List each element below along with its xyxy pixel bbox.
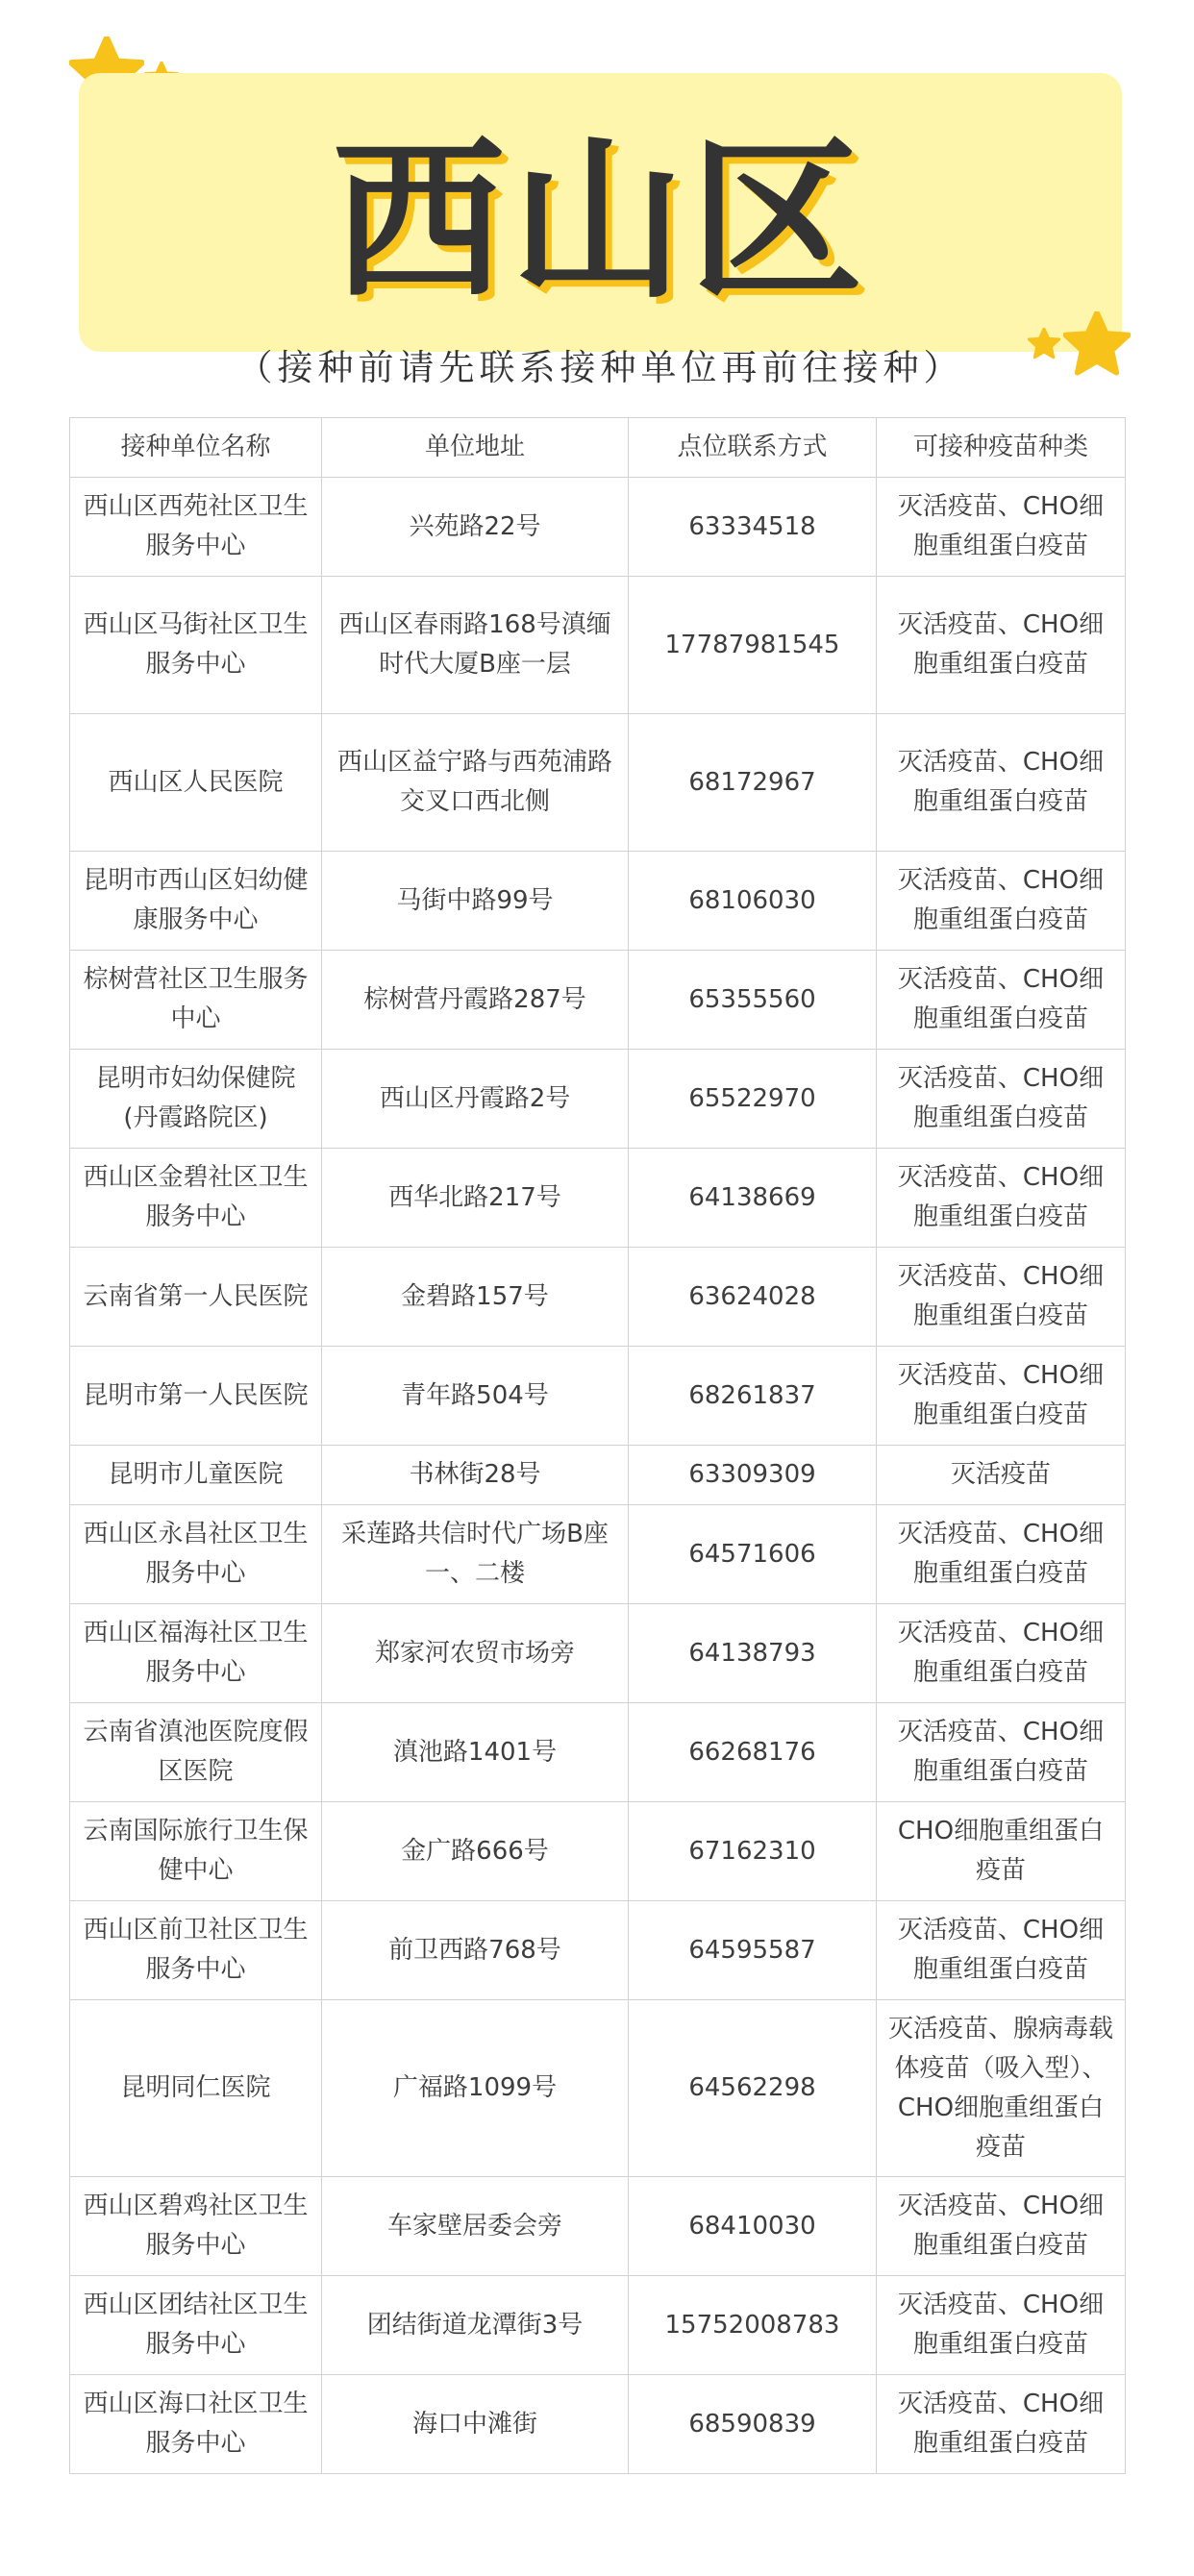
table-row <box>70 1505 1126 1604</box>
cell-site-name: 西山区团结社区卫生服务中心 <box>70 2276 322 2375</box>
cell-vaccine-types: 灭活疫苗、CHO细胞重组蛋白疫苗 <box>877 1149 1126 1248</box>
cell-address: 棕树营丹霞路287号 <box>322 951 629 1050</box>
column-header-address: 单位地址 <box>322 418 629 478</box>
cell-site-name: 西山区马街社区卫生服务中心 <box>70 577 322 714</box>
cell-vaccine-types: 灭活疫苗、CHO细胞重组蛋白疫苗 <box>877 2375 1126 2474</box>
cell-vaccine-types: 灭活疫苗、CHO细胞重组蛋白疫苗 <box>877 1505 1126 1604</box>
cell-address: 广福路1099号 <box>322 2000 629 2177</box>
cell-site-name: 昆明市妇幼保健院 (丹霞路院区) <box>70 1050 322 1149</box>
table-row <box>70 714 1126 852</box>
cell-site-name: 西山区永昌社区卫生服务中心 <box>70 1505 322 1604</box>
cell-phone: 66268176 <box>629 1703 877 1802</box>
cell-vaccine-types: 灭活疫苗、CHO细胞重组蛋白疫苗 <box>877 478 1126 577</box>
table-row <box>70 951 1126 1050</box>
cell-vaccine-types: 灭活疫苗、CHO细胞重组蛋白疫苗 <box>877 714 1126 852</box>
cell-address: 车家壁居委会旁 <box>322 2177 629 2276</box>
cell-phone: 63309309 <box>629 1446 877 1505</box>
cell-site-name: 西山区福海社区卫生服务中心 <box>70 1604 322 1703</box>
cell-site-name: 西山区西苑社区卫生服务中心 <box>70 478 322 577</box>
star-icon-bottom-right-small <box>1028 328 1060 360</box>
cell-address: 郑家河农贸市场旁 <box>322 1604 629 1703</box>
table-row <box>70 1703 1126 1802</box>
cell-vaccine-types: 灭活疫苗、CHO细胞重组蛋白疫苗 <box>877 1050 1126 1149</box>
cell-vaccine-types: 灭活疫苗、CHO细胞重组蛋白疫苗 <box>877 2177 1126 2276</box>
cell-phone: 64138793 <box>629 1604 877 1703</box>
table-row <box>70 2000 1126 2177</box>
cell-vaccine-types: 灭活疫苗、CHO细胞重组蛋白疫苗 <box>877 2276 1126 2375</box>
cell-site-name: 昆明同仁医院 <box>70 2000 322 2177</box>
cell-address: 马街中路99号 <box>322 852 629 951</box>
cell-site-name: 棕树营社区卫生服务中心 <box>70 951 322 1050</box>
cell-vaccine-types: 灭活疫苗、CHO细胞重组蛋白疫苗 <box>877 1604 1126 1703</box>
table-row <box>70 577 1126 714</box>
cell-site-name: 西山区金碧社区卫生服务中心 <box>70 1149 322 1248</box>
cell-site-name: 西山区人民医院 <box>70 714 322 852</box>
cell-phone: 15752008783 <box>629 2276 877 2375</box>
cell-site-name: 昆明市第一人民医院 <box>70 1347 322 1446</box>
cell-site-name: 云南国际旅行卫生保健中心 <box>70 1802 322 1901</box>
cell-phone: 17787981545 <box>629 577 877 714</box>
cell-site-name: 西山区前卫社区卫生服务中心 <box>70 1901 322 2000</box>
cell-address: 团结街道龙潭街3号 <box>322 2276 629 2375</box>
cell-vaccine-types: 灭活疫苗、CHO细胞重组蛋白疫苗 <box>877 1901 1126 2000</box>
cell-site-name: 西山区碧鸡社区卫生服务中心 <box>70 2177 322 2276</box>
cell-vaccine-types: 灭活疫苗 <box>877 1446 1126 1505</box>
cell-address: 西华北路217号 <box>322 1149 629 1248</box>
cell-phone: 68590839 <box>629 2375 877 2474</box>
star-icon-bottom-right-large <box>1063 311 1131 379</box>
cell-address: 兴苑路22号 <box>322 478 629 577</box>
cell-vaccine-types: 灭活疫苗、CHO细胞重组蛋白疫苗 <box>877 852 1126 951</box>
cell-phone: 65522970 <box>629 1050 877 1149</box>
table-row <box>70 1604 1126 1703</box>
column-header-vaccine-types: 可接种疫苗种类 <box>877 418 1126 478</box>
table-row <box>70 1802 1126 1901</box>
table-row <box>70 2375 1126 2474</box>
cell-address: 海口中滩街 <box>322 2375 629 2474</box>
page-subtitle: （接种前请先联系接种单位再前往接种） <box>236 347 964 388</box>
cell-phone: 64138669 <box>629 1149 877 1248</box>
table-row <box>70 1347 1126 1446</box>
column-header-phone: 点位联系方式 <box>629 418 877 478</box>
cell-phone: 68261837 <box>629 1347 877 1446</box>
cell-phone: 63334518 <box>629 478 877 577</box>
cell-site-name: 云南省滇池医院度假区医院 <box>70 1703 322 1802</box>
cell-address: 西山区春雨路168号滇缅时代大厦B座一层 <box>322 577 629 714</box>
cell-phone: 67162310 <box>629 1802 877 1901</box>
cell-phone: 64571606 <box>629 1505 877 1604</box>
table-row <box>70 852 1126 951</box>
cell-vaccine-types: 灭活疫苗、CHO细胞重组蛋白疫苗 <box>877 1248 1126 1347</box>
cell-address: 采莲路共信时代广场B座一、二楼 <box>322 1505 629 1604</box>
cell-phone: 64595587 <box>629 1901 877 2000</box>
table-row <box>70 1050 1126 1149</box>
cell-phone: 65355560 <box>629 951 877 1050</box>
cell-vaccine-types: 灭活疫苗、腺病毒载体疫苗（吸入型）、CHO细胞重组蛋白疫苗 <box>877 2000 1126 2177</box>
page-title: 西山区 <box>332 121 869 322</box>
cell-vaccine-types: 灭活疫苗、CHO细胞重组蛋白疫苗 <box>877 1703 1126 1802</box>
cell-address: 金广路666号 <box>322 1802 629 1901</box>
cell-phone: 64562298 <box>629 2000 877 2177</box>
cell-vaccine-types: 灭活疫苗、CHO细胞重组蛋白疫苗 <box>877 951 1126 1050</box>
table-row <box>70 478 1126 577</box>
cell-phone: 68172967 <box>629 714 877 852</box>
header-banner <box>79 73 1122 388</box>
cell-site-name: 云南省第一人民医院 <box>70 1248 322 1347</box>
table-row <box>70 2177 1126 2276</box>
cell-site-name: 昆明市儿童医院 <box>70 1446 322 1505</box>
vaccination-sites-table <box>69 417 1126 2474</box>
table-row <box>70 1149 1126 1248</box>
cell-phone: 63624028 <box>629 1248 877 1347</box>
cell-vaccine-types: CHO细胞重组蛋白疫苗 <box>877 1802 1126 1901</box>
cell-phone: 68410030 <box>629 2177 877 2276</box>
cell-address: 金碧路157号 <box>322 1248 629 1347</box>
cell-phone: 68106030 <box>629 852 877 951</box>
column-header-site-name: 接种单位名称 <box>70 418 322 478</box>
cell-address: 书林街28号 <box>322 1446 629 1505</box>
cell-address: 西山区丹霞路2号 <box>322 1050 629 1149</box>
table-row <box>70 1248 1126 1347</box>
cell-address: 滇池路1401号 <box>322 1703 629 1802</box>
table-row <box>70 1901 1126 2000</box>
table-header-row <box>70 418 1126 478</box>
cell-vaccine-types: 灭活疫苗、CHO细胞重组蛋白疫苗 <box>877 577 1126 714</box>
cell-address: 西山区益宁路与西苑浦路交叉口西北侧 <box>322 714 629 852</box>
table-row <box>70 2276 1126 2375</box>
cell-site-name: 昆明市西山区妇幼健康服务中心 <box>70 852 322 951</box>
table-row <box>70 1446 1126 1505</box>
cell-site-name: 西山区海口社区卫生服务中心 <box>70 2375 322 2474</box>
cell-address: 前卫西路768号 <box>322 1901 629 2000</box>
cell-vaccine-types: 灭活疫苗、CHO细胞重组蛋白疫苗 <box>877 1347 1126 1446</box>
cell-address: 青年路504号 <box>322 1347 629 1446</box>
